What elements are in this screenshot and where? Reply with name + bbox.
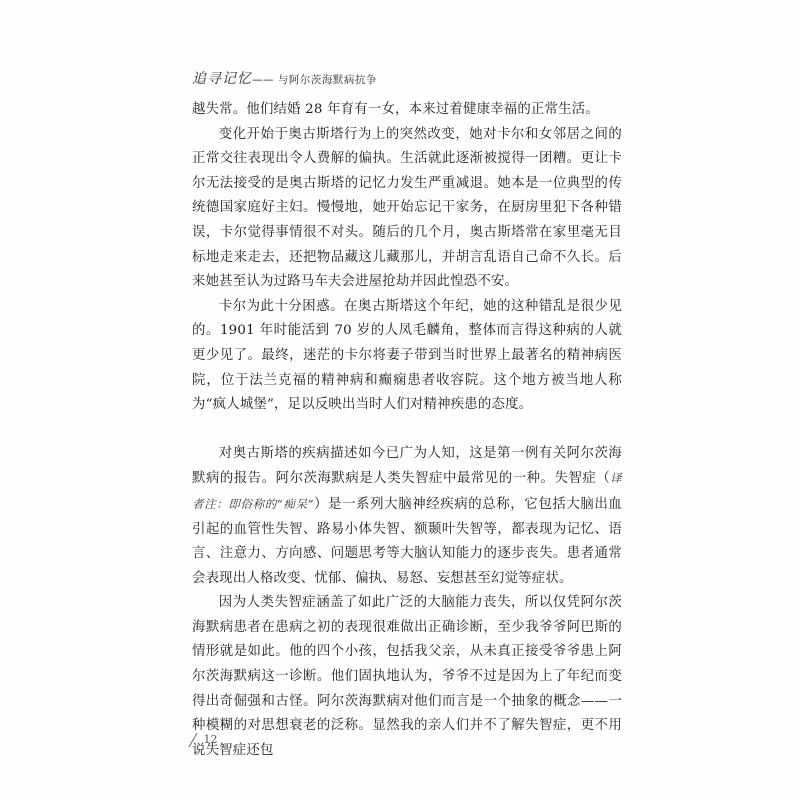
paragraph-1: 越失常。他们结婚 28 年育有一女，本来过着健康幸福的正常生活。 [192,102,599,117]
page-number: 12 [203,733,218,746]
book-title: 追寻记忆 [192,71,252,87]
paragraph-4 [192,442,622,592]
section-break [192,418,622,442]
book-subtitle: —— 与阿尔茨海默病抗争 [252,74,377,86]
paragraph-4-end: ）是一系列大脑神经疾病的总称，它包括大脑出血引起的血管性失智、路易小体失智、额颞叶失智等，都表现为记忆、语言、注意力、方向感、问题思考等大脑认知能力的逐步丧失。患者通常会表现出人格改变、忧郁、偏执、易怒、妄想甚至幻觉等症状。 [192,496,622,586]
paragraph-2: 变化开始于奥古斯塔行为上的突然改变，她对卡尔和女邻居之间的正常交往表现出令人费解的偏执。生活就此逐渐被搅得一团糟。更让卡尔无法接受的是奥古斯塔的记忆力发生严重减退。她本是一位典型的传统德国家庭好主妇。慢慢地，她开始忘记干家务，在厨房里犯下各种错误，卡尔觉得事情很不对头。随后的几个月，奥古斯塔常在家里毫无目标地走来走去，还把物品藏这儿藏那儿，并胡言乱语自己命不久长。后来她甚至认为过路马车夫会进屋抢劫并因此惶恐不安。 [192,126,622,290]
paragraph-3: 卡尔为此十分困惑。在奥古斯塔这个年纪，她的这种错乱是很少见的。1901 年时能活到 70 岁的人凤毛麟角，整体而言得这种病的人就更少见了。最终，迷茫的卡尔将妻子带到当时世界上最著名的精神病医院，位于法兰克福的精神病和癫痫患者收容院。这个地方被当地人称为“疯人城堡”，足以反映出当时人们对精神疾患的态度。 [192,298,622,413]
page-footer [186,732,218,748]
translator-note: 译者注：即俗称的“痴呆” [192,471,622,511]
paragraph-5: 因为人类失智症涵盖了如此广泛的大脑能力丧失，所以仅凭阿尔茨海默病患者在患病之初的表现很难做出正确诊断，至少我爷爷阿巴斯的情形就是如此。他的四个小孩，包括我父亲，从未真正接受爷爷患上阿尔茨海默病这一诊断。他们固执地认为，爷爷不过是因为上了年纪而变得出奇倔强和古怪。阿尔茨海默病对他们而言是一个抽象的概念——一种模糊的对思想衰老的泛称。显然我的亲人们并不了解失智症，更不用说失智症还包 [192,595,622,758]
running-header [192,68,377,90]
paragraph-4-start: 对奥古斯塔的疾病描述如今已广为人知，这是第一例有关阿尔茨海默病的报告。阿尔茨海默病是人类失智症中最常见的一种。失智症（ [192,445,622,487]
body-text [192,98,622,763]
slash-ornament-icon [186,732,200,748]
